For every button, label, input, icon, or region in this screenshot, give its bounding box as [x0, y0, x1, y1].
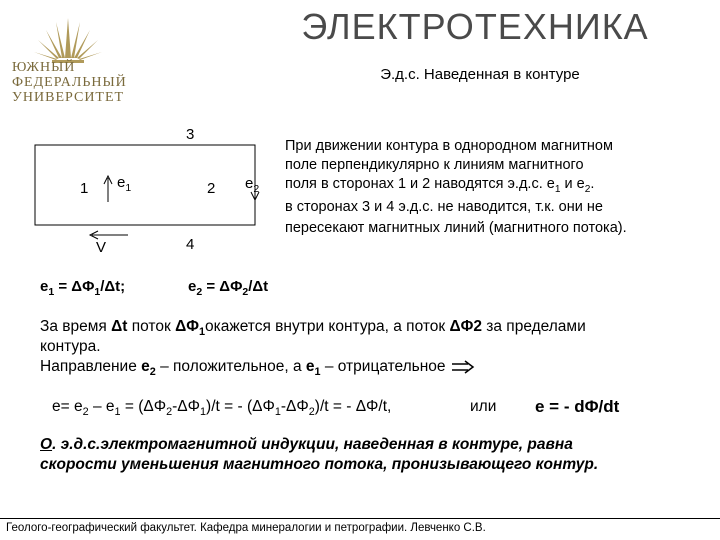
side-1-label: 1 — [80, 180, 89, 197]
equation-line: $e= e_2 - e_1 = (\Delta\Phi_2-\Delta\Phi_1)/t$ = - $(\Delta\Phi_1-\Delta\Phi_2)/t$ = - ΔΦ/t, — [52, 398, 392, 419]
body-line-3: Направление $e_2$ – положительное, а $e_1$ – отрицательное — [40, 358, 476, 378]
conclusion-line-2: скорости уменьшения магнитного потока, пронизывающего контур. — [40, 456, 599, 473]
side-2-label: 2 — [207, 180, 216, 197]
body-line-2: контура. — [40, 338, 101, 355]
logo-text-line2: ФЕДЕРАЛЬНЫЙ — [12, 75, 127, 90]
velocity-label: V — [96, 239, 107, 256]
page-title: ЭЛЕКТРОТЕХНИКА — [301, 6, 649, 47]
circuit-loop-diagram — [20, 140, 270, 240]
formula-e1: $e_1 = \Delta\Phi_1/\Delta t$; — [40, 278, 126, 298]
final-formula: e = - dΦ/dt — [535, 397, 620, 416]
description-line-1: При движении контура в однородном магнитном — [285, 138, 613, 154]
footer-text: Геолого-географический факультет. Кафедра минералогии и петрографии. Левченко С.В. — [6, 522, 486, 534]
logo-text-line3: УНИВЕРСИТЕТ — [12, 90, 125, 105]
implies-arrow-icon — [450, 360, 476, 374]
description-line-2: поле перпендикулярно к линиям магнитного — [285, 157, 584, 173]
side-3-label: 3 — [186, 126, 195, 143]
description-line-3: поля в сторонах 1 и 2 наводятся э.д.с. $e_1$ и $e_2$. — [285, 176, 595, 195]
logo-text-line1: ЮЖНЫЙ — [12, 60, 76, 75]
conclusion-line-1: О. э.д.с.электромагнитной индукции, наведенная в контуре, равна — [40, 436, 573, 453]
circuit-loop-rect — [35, 145, 255, 225]
body-line-1: За время Δt поток $\Delta\Phi_1окажется$ внутри контура, а поток ΔΦ2 за пределами — [40, 318, 586, 339]
e1-label: $e_1$ — [117, 174, 132, 194]
description-line-5: пересекают магнитных линий (магнитного потока). — [285, 220, 627, 236]
equation-or-word: или — [470, 398, 497, 415]
description-line-4: в сторонах 3 и 4 э.д.с. не наводится, т.к. они не — [285, 199, 603, 215]
footer-divider — [0, 518, 720, 519]
page-subtitle: Э.д.с. Наведенная в контуре — [380, 66, 580, 83]
e2-label: $e_2$ — [245, 175, 260, 195]
side-4-label: 4 — [186, 236, 195, 253]
formula-e2: $e_2 = \Delta\Phi_2/\Delta t$ — [188, 278, 269, 298]
